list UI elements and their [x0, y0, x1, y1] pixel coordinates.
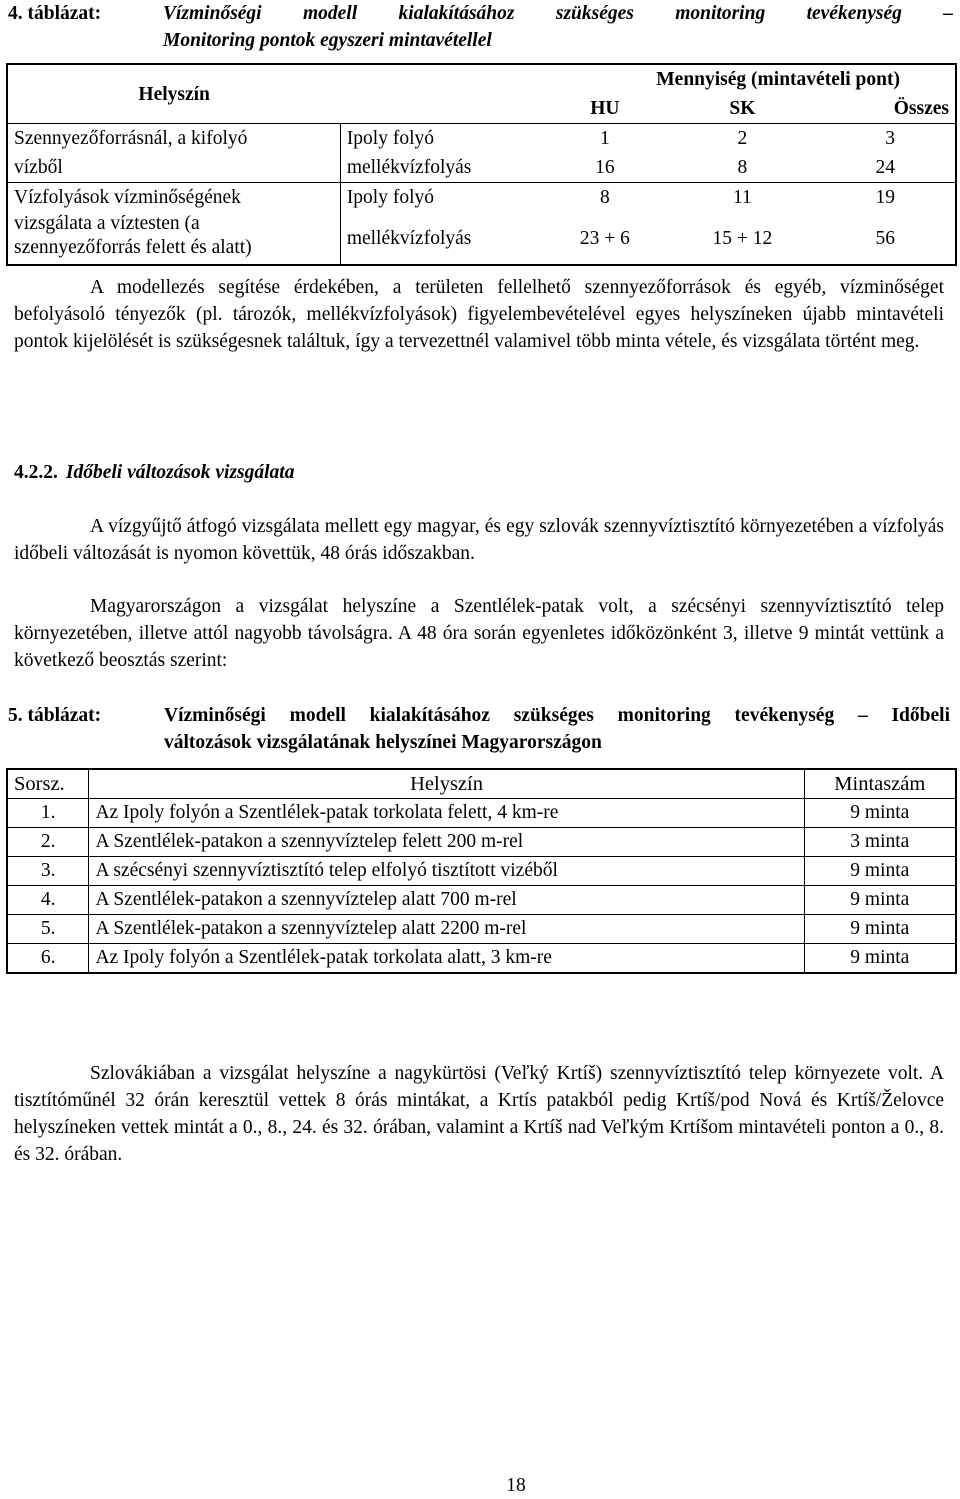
table4 — [6, 63, 957, 266]
table4-location-line: vizsgálata a víztesten (a — [14, 213, 200, 234]
table5-label: 5. táblázat: — [8, 705, 102, 726]
table5-no-cell: 5. — [7, 915, 89, 944]
table-row — [7, 799, 956, 828]
table-row — [7, 212, 956, 265]
table4-total-cell: 3 — [885, 128, 895, 149]
table5-location-cell: A szécsényi szennyvíztisztító telep elfolyó tisztított vizéből — [89, 857, 804, 886]
table4-hu-cell: 23 + 6 — [579, 227, 630, 249]
table5-location-cell: Az Ipoly folyón a Szentlélek-patak torkolata alatt, 3 km-re — [89, 944, 804, 974]
table-row — [7, 857, 956, 886]
table4-hu-cell: 1 — [599, 128, 610, 149]
table5-no-cell: 6. — [7, 944, 89, 974]
table4-sk-cell: 2 — [737, 128, 748, 149]
table5-no-cell: 1. — [7, 799, 89, 828]
table5-header-no: Sorsz. — [7, 769, 89, 799]
table4-location-cell: Vízfolyások vízminőségének — [14, 187, 241, 208]
table-row — [7, 886, 956, 915]
table4-hu-cell: 16 — [595, 157, 615, 178]
table5-count-cell: 9 minta — [804, 944, 956, 974]
table-row — [7, 828, 956, 857]
table4-header-quantity: Mennyiség (mintavételi pont) — [656, 69, 900, 90]
page-number: 18 — [506, 1475, 526, 1496]
table5-no-cell: 3. — [7, 857, 89, 886]
table4-location-cell: Szennyezőforrásnál, a kifolyó — [14, 128, 248, 149]
paragraph-3-text: Magyarországon a vizsgálat helyszíne a Szentlélek-patak volt, a szécsényi szennyvíztisztító telep környezetében, illetve attól nagyobb távolságra. A 48 óra során egyenletes időközönként 3, illetve 9 mintát vettünk a következő beosztás szerint: — [14, 596, 944, 671]
paragraph-3 — [14, 593, 944, 674]
table4-type-cell: Ipoly folyó — [340, 183, 536, 213]
table4-title-line2: Monitoring pontok egyszeri mintavétellel — [163, 30, 492, 51]
table4-sk-cell: 8 — [737, 157, 748, 178]
table-row — [7, 944, 956, 974]
table5-title-line1: Vízminőségi modell kialakításához szükséges monitoring tevékenység – Időbeli — [164, 705, 950, 726]
table5-header-count: Mintaszám — [804, 769, 956, 799]
table5-no-cell: 4. — [7, 886, 89, 915]
table5-count-cell: 9 minta — [804, 886, 956, 915]
table4-location-cell — [7, 212, 340, 265]
table4-type-cell: Ipoly folyó — [340, 124, 536, 154]
table4-label: 4. táblázat: — [8, 3, 102, 24]
table5-location-cell: A Szentlélek-patakon a szennyvíztelep alatt 2200 m-rel — [89, 915, 804, 944]
table4-type-cell: mellékvízfolyás — [340, 212, 536, 265]
table5-count-cell: 9 minta — [804, 915, 956, 944]
table4-location-cell: vízből — [14, 157, 63, 178]
table4-total-cell: 24 — [875, 157, 895, 178]
section-heading — [14, 462, 294, 484]
table4-header-total: Összes — [893, 98, 949, 119]
section-number: 4.2.2. — [14, 462, 58, 483]
table4-title-line1: Vízminőségi modell kialakításához szükséges monitoring tevékenység – — [163, 3, 953, 24]
table4-header-row — [7, 64, 956, 94]
table4-hu-cell: 8 — [599, 187, 610, 208]
table-row — [7, 915, 956, 944]
paragraph-4 — [14, 1060, 944, 1168]
table4-type-cell: mellékvízfolyás — [340, 153, 536, 183]
paragraph-2 — [14, 513, 944, 567]
paragraph-4-text: Szlovákiában a vizsgálat helyszíne a nagykürtösi (Veľký Krtíš) szennyvíztisztító telep környezete volt. A tisztítóműnél 32 órán keresztül vettek 8 órás mintákat, a Krtís patakból pedig Krtíš/pod Nová és Krtíš/Želovce helyszíneken vettek mintát a 0., 8., 24. és 32. órában, valamint a Krtíš nad Veľkým Krtíšom mintavételi ponton a 0., 8. és 32. órában. — [14, 1063, 944, 1165]
table5-location-cell: A Szentlélek-patakon a szennyvíztelep felett 200 m-rel — [89, 828, 804, 857]
paragraph-2-text: A vízgyűjtő átfogó vizsgálata mellett egy magyar, és egy szlovák szennyvíztisztító környezetében a vízfolyás időbeli változását is nyomon követtük, 48 órás időszakban. — [14, 516, 944, 564]
table5-no-cell: 2. — [7, 828, 89, 857]
table4-sk-cell: 11 — [733, 187, 752, 208]
table5-count-cell: 3 minta — [804, 828, 956, 857]
paragraph-1 — [14, 274, 944, 355]
paragraph-1-text: A modellezés segítése érdekében, a területen fellelhető szennyezőforrások és egyéb, vízminőséget befolyásoló tényezők (pl. tározók, mellékvízfolyások) figyelembevételével egyes helyszíneken újabb mintavételi pontok kijelölését is szükségesnek találtuk, így a tervezettnél valamivel több minta vétele, és vizsgálata történt meg. — [14, 277, 944, 352]
table-row — [7, 153, 956, 183]
table4-total-cell: 56 — [875, 227, 895, 249]
table5-header-location: Helyszín — [89, 769, 804, 799]
table5-header-row — [7, 769, 956, 799]
table5-location-cell: Az Ipoly folyón a Szentlélek-patak torkolata felett, 4 km-re — [89, 799, 804, 828]
section-title: Időbeli változások vizsgálata — [65, 462, 295, 483]
table4-header-location: Helyszín — [138, 83, 210, 105]
table5-location-cell: A Szentlélek-patakon a szennyvíztelep alatt 700 m-rel — [89, 886, 804, 915]
table4-header-sk: SK — [729, 98, 756, 119]
table4-total-cell: 19 — [875, 187, 895, 208]
table5 — [6, 768, 957, 974]
table5-count-cell: 9 minta — [804, 799, 956, 828]
table4-location-line: szennyezőforrás felett és alatt) — [14, 237, 252, 258]
table-row — [7, 124, 956, 154]
table5-title — [164, 702, 950, 756]
table4-header-hu: HU — [590, 98, 620, 119]
table4-title — [163, 0, 953, 54]
table5-title-line2: változások vizsgálatának helyszínei Magyarországon — [164, 732, 602, 753]
table-row — [7, 183, 956, 213]
table5-count-cell: 9 minta — [804, 857, 956, 886]
table4-sk-cell: 15 + 12 — [712, 227, 773, 249]
